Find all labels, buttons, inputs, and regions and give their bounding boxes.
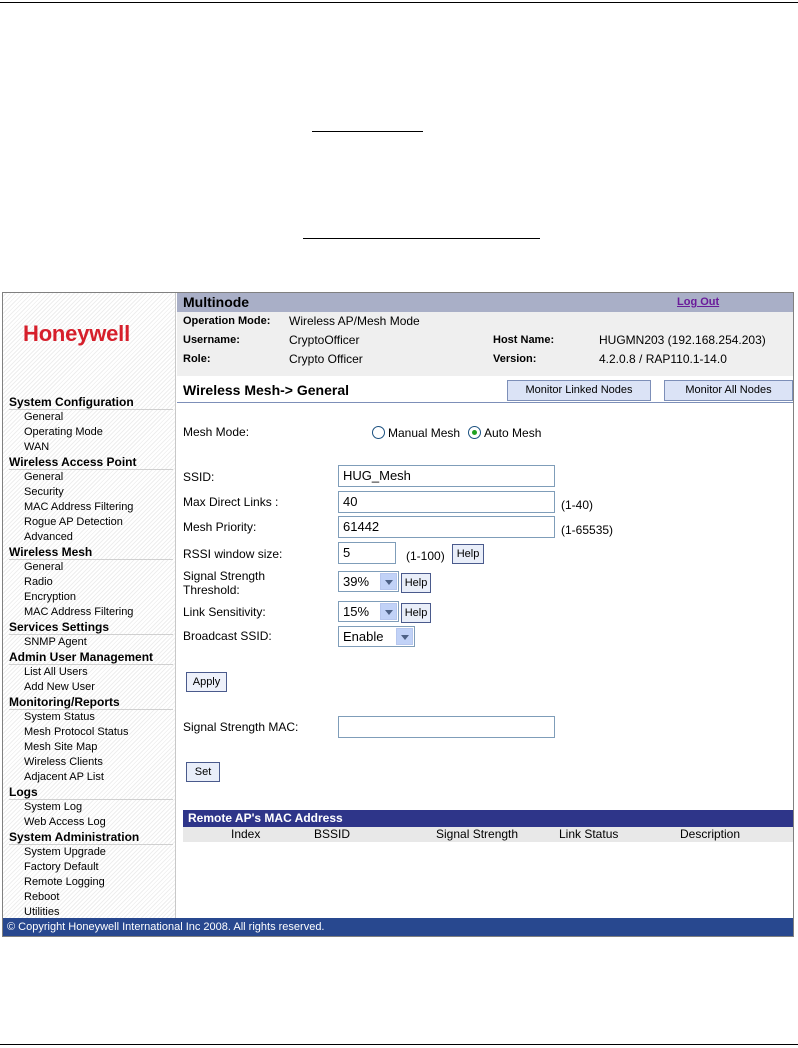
role-label: Role: <box>183 353 211 365</box>
rssi-help-button[interactable]: Help <box>452 544 484 564</box>
chevron-down-icon <box>380 603 397 620</box>
priority-label: Mesh Priority: <box>183 520 257 534</box>
sidebar-item[interactable]: Add New User <box>24 681 95 693</box>
op-mode-value: Wireless AP/Mesh Mode <box>289 314 420 328</box>
op-mode-label: Operation Mode: <box>183 315 271 327</box>
document-underline-2 <box>303 238 540 239</box>
host-label: Host Name: <box>493 334 555 346</box>
sidebar-item[interactable]: General <box>24 471 64 483</box>
signal-threshold-label-1: Signal Strength <box>183 569 266 583</box>
col-description: Description <box>680 827 741 841</box>
col-index: Index <box>231 827 261 841</box>
auto-mesh-label: Auto Mesh <box>484 426 542 440</box>
sidebar-item[interactable]: System Log <box>24 801 83 813</box>
top-bar <box>177 293 793 312</box>
sidebar-item[interactable]: MAC Address Filtering <box>24 501 134 513</box>
logout-link[interactable]: Log Out <box>677 296 720 308</box>
signal-mac-label: Signal Strength MAC: <box>183 720 299 734</box>
mesh-mode-label: Mesh Mode: <box>183 425 250 439</box>
device-info <box>177 312 793 376</box>
monitor-all-nodes-button[interactable]: Monitor All Nodes <box>664 380 793 401</box>
priority-input[interactable]: 61442 <box>338 516 555 538</box>
document-underline-1 <box>312 131 423 132</box>
page-title: Wireless Mesh-> General <box>183 382 350 398</box>
app-title: Multinode <box>183 294 250 310</box>
sidebar-section-heading: Services Settings <box>9 620 173 635</box>
signal-mac-input[interactable] <box>338 716 555 738</box>
link-sensitivity-help-button[interactable]: Help <box>401 603 431 623</box>
manual-mesh-radio[interactable] <box>372 426 385 439</box>
page-top-rule <box>0 2 798 3</box>
sidebar-nav <box>9 395 173 920</box>
apply-button[interactable]: Apply <box>186 672 227 692</box>
remote-ap-table-title: Remote AP's MAC Address <box>183 810 793 827</box>
remote-ap-table-header <box>183 827 793 842</box>
link-sensitivity-value: 15% <box>343 604 370 619</box>
set-button[interactable]: Set <box>186 762 220 782</box>
chevron-down-icon <box>380 573 397 590</box>
username-value: CryptoOfficer <box>289 333 360 347</box>
col-signal-strength: Signal Strength <box>436 827 519 841</box>
sidebar-item[interactable]: Security <box>24 486 64 498</box>
sidebar-item[interactable]: Reboot <box>24 891 60 903</box>
sidebar-item[interactable]: Remote Logging <box>24 876 105 888</box>
priority-range: (1-65535) <box>561 523 614 537</box>
max-links-range: (1-40) <box>561 498 594 512</box>
sidebar-item[interactable]: SNMP Agent <box>24 636 87 648</box>
auto-mesh-radio[interactable] <box>468 426 481 439</box>
max-links-input[interactable]: 40 <box>338 491 555 513</box>
browser-frame <box>2 292 794 937</box>
sidebar-item[interactable]: Advanced <box>24 531 73 543</box>
version-label: Version: <box>493 353 537 365</box>
title-divider <box>177 402 793 403</box>
host-value: HUGMN203 (192.168.254.203) <box>599 333 766 347</box>
copyright-footer: © Copyright Honeywell International Inc 2008. All rights reserved. <box>3 918 793 936</box>
rssi-input[interactable]: 5 <box>338 542 396 564</box>
version-value: 4.2.0.8 / RAP110.1-14.0 <box>599 352 727 366</box>
sidebar <box>3 293 176 918</box>
sidebar-item[interactable]: Encryption <box>24 591 76 603</box>
sidebar-section-heading: Wireless Mesh <box>9 545 173 560</box>
signal-threshold-help-button[interactable]: Help <box>401 573 431 593</box>
sidebar-item[interactable]: Wireless Clients <box>24 756 103 768</box>
link-sensitivity-select[interactable] <box>338 601 399 622</box>
role-value: Crypto Officer <box>289 352 363 366</box>
honeywell-logo: Honeywell <box>23 321 131 346</box>
signal-threshold-select[interactable] <box>338 571 399 592</box>
ssid-input[interactable]: HUG_Mesh <box>338 465 555 487</box>
rssi-range: (1-100) <box>406 549 445 563</box>
sidebar-item[interactable]: Rogue AP Detection <box>24 516 123 528</box>
sidebar-item[interactable]: WAN <box>24 441 50 453</box>
sidebar-section-heading: Monitoring/Reports <box>9 695 173 710</box>
sidebar-item[interactable]: Radio <box>24 576 53 588</box>
signal-threshold-value: 39% <box>343 574 370 589</box>
link-sensitivity-label: Link Sensitivity: <box>183 605 266 619</box>
sidebar-section-heading: Admin User Management <box>9 650 173 665</box>
max-links-label: Max Direct Links : <box>183 495 279 509</box>
sidebar-item[interactable]: Mesh Site Map <box>24 741 98 753</box>
sidebar-section-heading: Logs <box>9 785 173 800</box>
sidebar-section-heading: System Administration <box>9 830 173 845</box>
broadcast-ssid-label: Broadcast SSID: <box>183 629 272 643</box>
col-bssid: BSSID <box>314 827 351 841</box>
col-link-status: Link Status <box>559 827 619 841</box>
sidebar-section-heading: Wireless Access Point <box>9 455 173 470</box>
sidebar-item[interactable]: Mesh Protocol Status <box>24 726 129 738</box>
sidebar-section-heading: System Configuration <box>9 395 173 410</box>
sidebar-item[interactable]: Operating Mode <box>24 426 103 438</box>
chevron-down-icon <box>396 628 413 645</box>
monitor-linked-nodes-button[interactable]: Monitor Linked Nodes <box>507 380 651 401</box>
sidebar-item[interactable]: List All Users <box>24 666 88 678</box>
sidebar-item[interactable]: General <box>24 561 64 573</box>
rssi-label: RSSI window size: <box>183 547 283 561</box>
ssid-label: SSID: <box>183 470 215 484</box>
main-content <box>177 376 793 918</box>
sidebar-item[interactable]: System Status <box>24 711 95 723</box>
sidebar-item[interactable]: Web Access Log <box>24 816 106 828</box>
broadcast-ssid-select[interactable] <box>338 626 415 647</box>
page-bottom-rule <box>0 1044 798 1045</box>
sidebar-item[interactable]: Factory Default <box>24 861 99 873</box>
signal-threshold-label-2: Threshold: <box>183 583 240 597</box>
username-label: Username: <box>183 334 240 346</box>
sidebar-item[interactable]: System Upgrade <box>24 846 106 858</box>
broadcast-ssid-value: Enable <box>343 629 384 644</box>
sidebar-item[interactable]: MAC Address Filtering <box>24 606 134 618</box>
manual-mesh-label: Manual Mesh <box>388 426 461 440</box>
sidebar-item[interactable]: General <box>24 411 64 423</box>
sidebar-item[interactable]: Utilities <box>24 906 60 918</box>
sidebar-item[interactable]: Adjacent AP List <box>24 771 104 783</box>
